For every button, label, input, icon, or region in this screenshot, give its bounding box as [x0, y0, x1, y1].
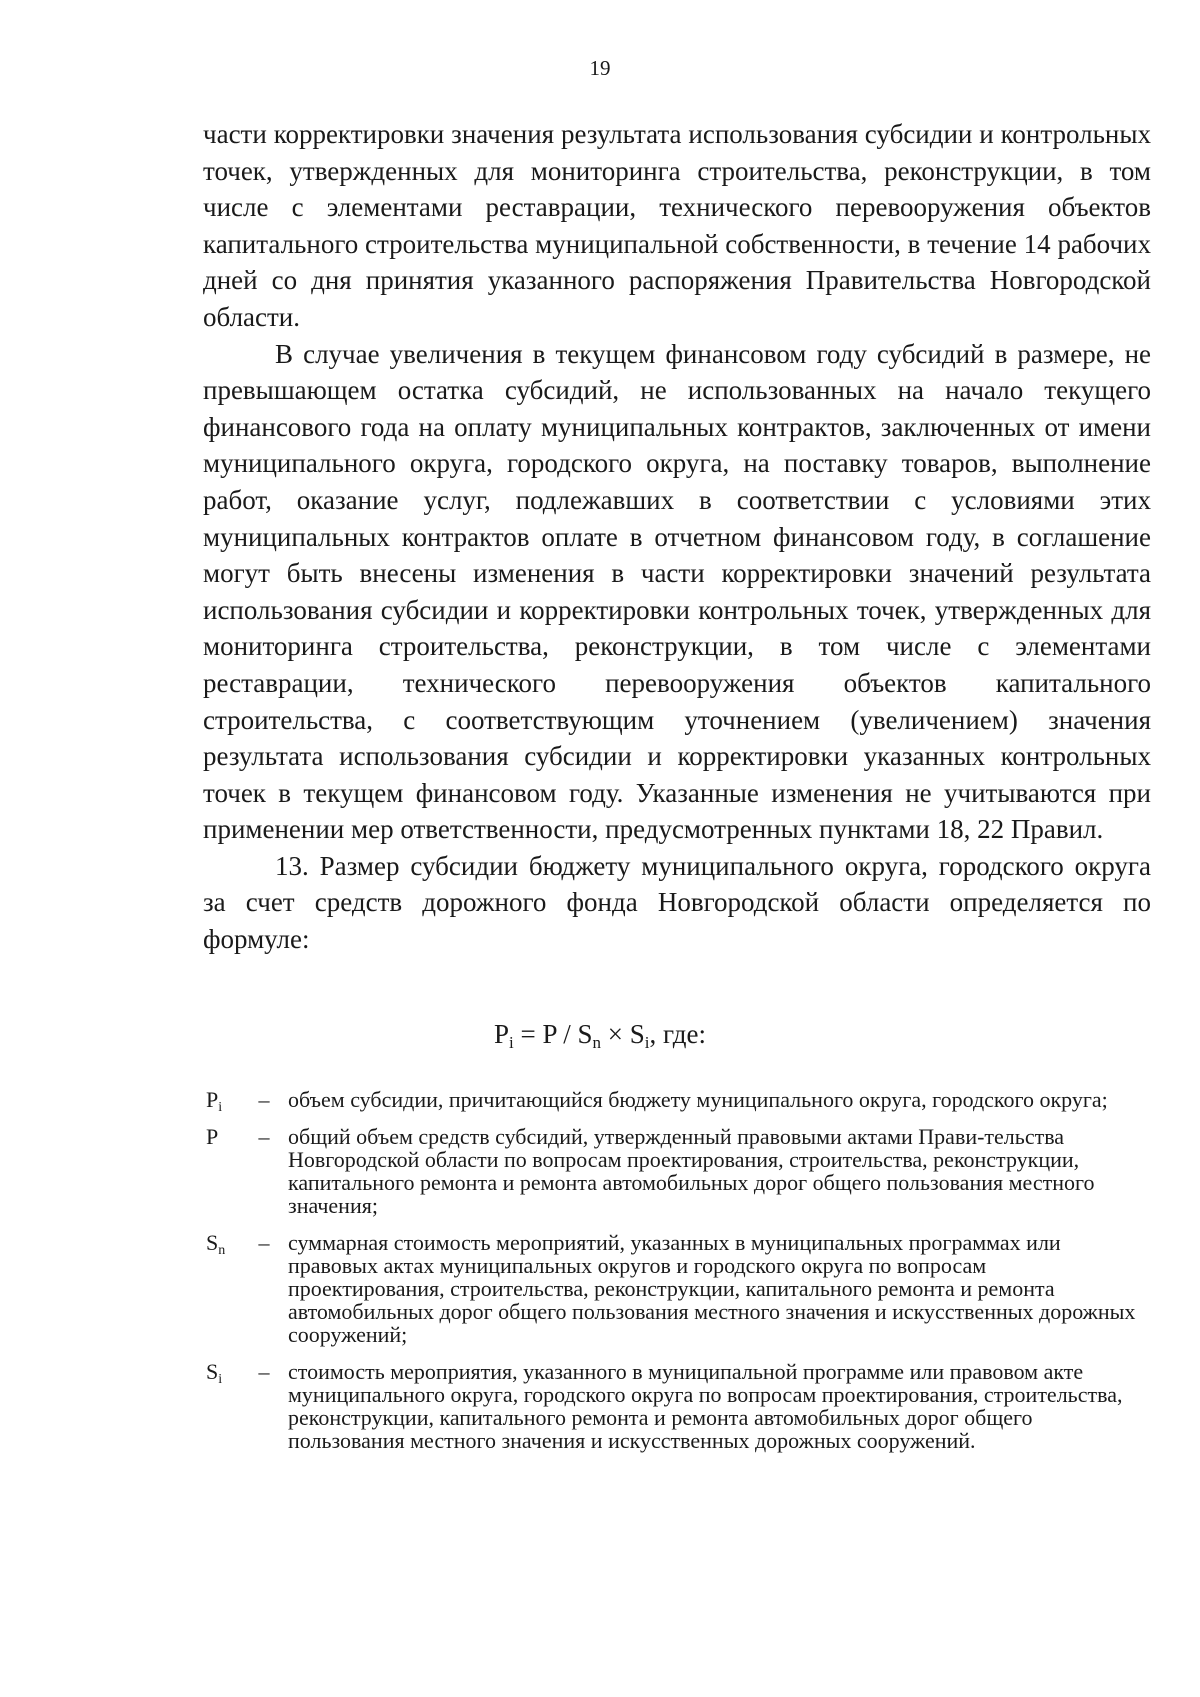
definition-row-pi — [206, 1087, 1146, 1115]
formula-tail: , где: — [649, 1019, 706, 1049]
subsidy-formula — [0, 1016, 1200, 1052]
definition-symbol: $S_n$ — [206, 1230, 226, 1258]
definition-symbol: $S_i$ — [206, 1359, 223, 1387]
formula-symbol-p: P — [494, 1019, 510, 1049]
paragraph-item-13: 13. Размер субсидии бюджету муниципального округа, городского округа за счет средств дорожного фонда Новгородской области определяется по формуле: — [203, 850, 1151, 955]
definition-dash: – — [258, 1124, 270, 1149]
formula-times-part: × S — [601, 1019, 645, 1049]
definition-row-sn — [206, 1231, 1146, 1346]
definition-text: объем субсидии, причитающийся бюджету муниципального округа, городского округа; — [288, 1087, 1108, 1112]
formula-subscript-i2: i — [644, 1033, 650, 1052]
formula-subscript-n: n — [592, 1033, 602, 1052]
page-number: 19 — [589, 56, 611, 80]
definition-dash: – — [258, 1359, 270, 1384]
definition-text: общий объем средств субсидий, утвержденный правовыми актами Прави-тельства Новгородской области по вопросам проектирования, строительства, реконструкции, капитального ремонта и ремонта автомобильных дорог общего пользования местного значения; — [288, 1124, 1095, 1218]
paragraph-continuation: части корректировки значения результата использования субсидии и контрольных точек, утвержденных для мониторинга строительства, реконструкции, в том числе с элементами реставрации, технического перевооружения объектов капитального строительства муниципальной собственности, в течение 14 рабочих дней со дня принятия указанного распоряжения Правительства Новгородской области. — [203, 119, 1151, 332]
definition-text: стоимость мероприятия, указанного в муниципальной программе или правовом акте муниципального округа, городского округа по вопросам проектирования, строительства, реконструкции, капитального ремонта и ремонта автомобильных дорог общего пользования местного значения и искусственных дорожных сооружений. — [288, 1359, 1123, 1453]
formula-definitions — [206, 1088, 1146, 1466]
definition-row-si — [206, 1360, 1146, 1452]
body-text — [203, 116, 1151, 958]
definition-dash: – — [258, 1087, 270, 1112]
definition-symbol: P — [206, 1124, 219, 1149]
formula-equals-part: = P / S — [513, 1019, 593, 1049]
formula-subscript-i: i — [509, 1033, 514, 1052]
definition-dash: – — [258, 1230, 270, 1255]
definition-text: суммарная стоимость мероприятий, указанных в муниципальных программах или правовых актах муниципальных округов и городского округа по вопросам проектирования, строительства, реконструкции, капитального ремонта и ремонта автомобильных дорог общего пользования местного значения и искусственных дорожных сооружений; — [288, 1230, 1136, 1347]
definition-row-p — [206, 1125, 1146, 1217]
definition-symbol: $P_i$ — [206, 1087, 223, 1115]
paragraph-subsidy-increase: В случае увеличения в текущем финансовом году субсидий в размере, не превышающем остатка субсидий, не использованных на начало текущего финансового года на оплату муниципальных контрактов, заключенных от имени муниципального округа, городского округа, на поставку товаров, выполнение работ, оказание услуг, подлежавших в соответствии с условиями этих муниципальных контрактов оплате в отчетном финансовом году, в соглашение могут быть внесены изменения в части корректировки значений результата использования субсидии и корректировки контрольных точек, утвержденных для мониторинга строительства, реконструкции, в том числе с элементами реставрации, технического перевооружения объектов капитального строительства, с соответствующим уточнением (увеличением) значения результата использования субсидии и корректировки указанных контрольных точек в текущем финансовом году. Указанные изменения не учитываются при применении мер ответственности, предусмотренных пунктами 18, 22 Правил. — [203, 338, 1151, 845]
